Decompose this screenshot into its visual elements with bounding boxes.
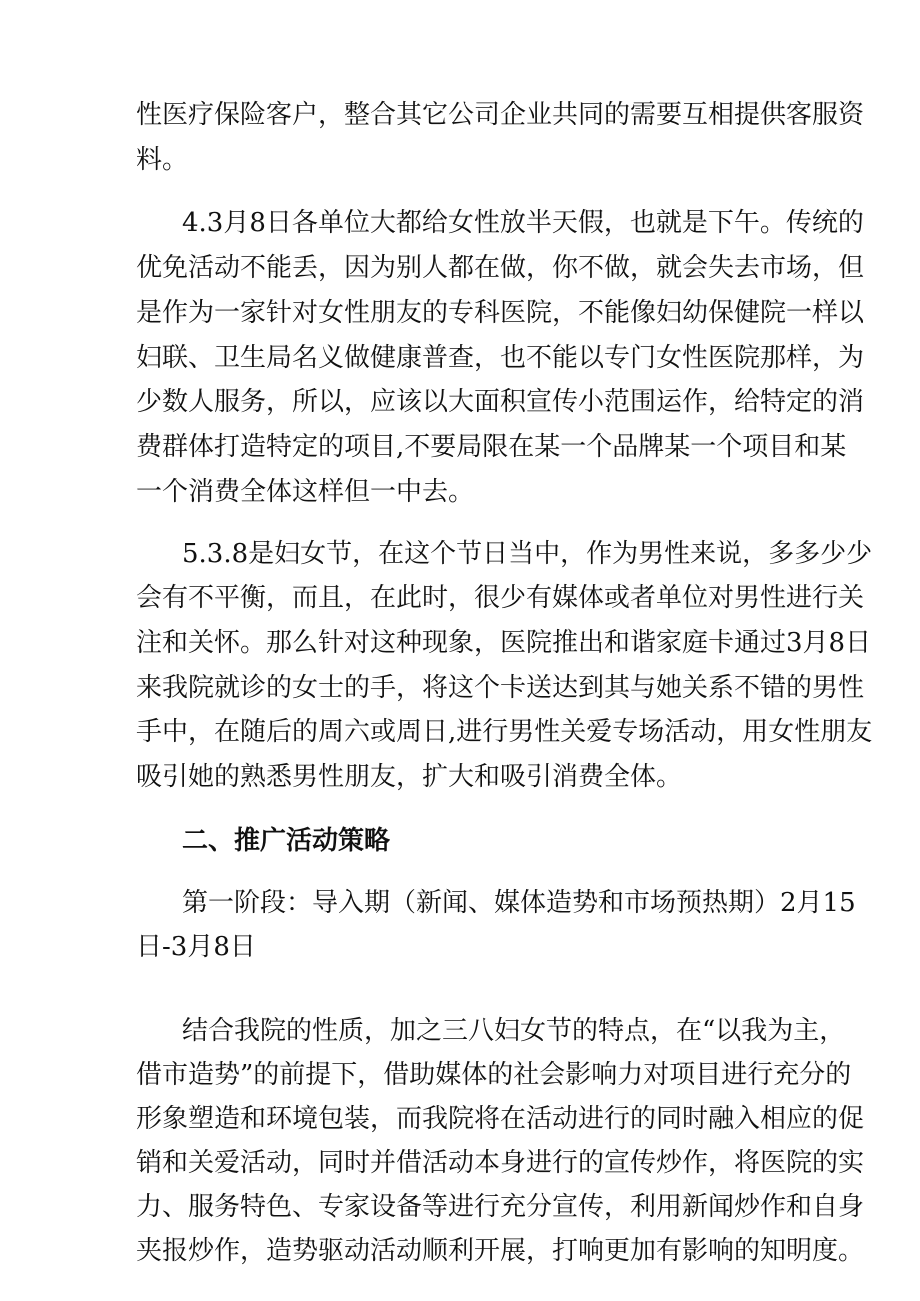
body-text-line: 形象塑造和环境包装，而我院将在活动进行的同时融入相应的促 [136, 1104, 865, 1134]
body-text-line: 是作为一家针对女性朋友的专科医院，不能像妇幼保健院一样以 [136, 298, 865, 328]
body-text-line: 一个消费全体这样但一中去。 [136, 477, 475, 507]
body-text-line: 注和关怀。那么针对这种现象，医院推出和谐家庭卡通过3月8日 [136, 628, 872, 658]
body-text-line: 少数人服务，所以，应该以大面积宣传小范围运作，给特定的消 [136, 387, 865, 417]
stage-1-paragraph-first-line: 结合我院的性质，加之三八妇女节的特点，在“以我为主， [182, 1016, 846, 1046]
body-text-line: 料。 [136, 145, 189, 175]
paragraph-4-first-line: 4.3月8日各单位大都给女性放半天假，也就是下午。传统的 [182, 208, 864, 238]
body-text-line: 借市造势”的前提下，借助媒体的社会影响力对项目进行充分的 [136, 1060, 852, 1090]
body-text-line: 手中，在随后的周六或周日,进行男性关爱专场活动，用女性朋友 [136, 717, 873, 747]
body-text-line: 妇联、卫生局名义做健康普查，也不能以专门女性医院那样，为 [136, 343, 865, 373]
body-text-line: 吸引她的熟悉男性朋友，扩大和吸引消费全体。 [136, 762, 683, 792]
body-text-line: 优免活动不能丢，因为别人都在做，你不做，就会失去市场，但 [136, 253, 865, 283]
body-text-line: 性医疗保险客户，整合其它公司企业共同的需要互相提供客服资 [136, 100, 865, 130]
stage-1-title-line: 日-3月8日 [136, 932, 256, 962]
body-text-line: 夹报炒作，造势驱动活动顺利开展，打响更加有影响的知明度。 [136, 1236, 865, 1266]
body-text-line: 会有不平衡，而且，在此时，很少有媒体或者单位对男性进行关 [136, 583, 865, 613]
body-text-line: 力、服务特色、专家设备等进行充分宣传，利用新闻炒作和自身 [136, 1192, 865, 1222]
paragraph-5-first-line: 5.3.8是妇女节，在这个节日当中，作为男性来说，多多少少 [182, 539, 873, 569]
body-text-line: 费群体打造特定的项目,不要局限在某一个品牌某一个项目和某 [136, 432, 847, 462]
section-heading: 二、推广活动策略 [182, 826, 391, 856]
body-text-line: 来我院就诊的女士的手，将这个卡送达到其与她关系不错的男性 [136, 673, 865, 703]
body-text-line: 销和关爱活动，同时并借活动本身进行的宣传炒作，将医院的实 [136, 1148, 865, 1178]
stage-1-title-line: 第一阶段：导入期（新闻、媒体造势和市场预热期）2月15 [182, 888, 856, 918]
